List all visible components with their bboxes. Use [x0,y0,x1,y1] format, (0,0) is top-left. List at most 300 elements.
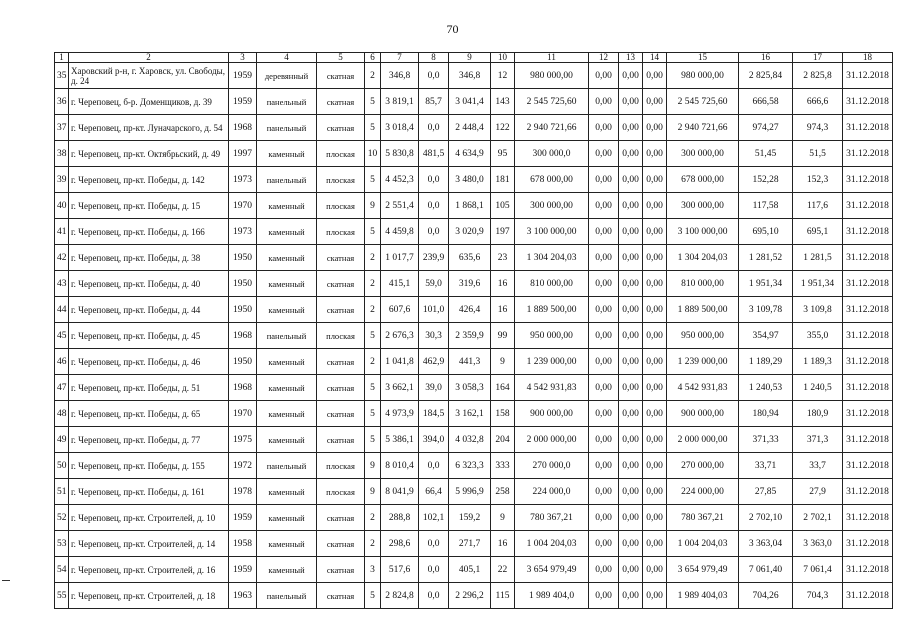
table-cell: 4 634,9 [449,141,491,167]
table-cell: 1 239 000,00 [667,349,739,375]
table-cell: г. Череповец, пр-кт. Победы, д. 166 [69,219,229,245]
table-cell: 0,00 [643,219,667,245]
table-cell: каменный [257,401,317,427]
table-cell: скатная [317,63,365,89]
table-cell: каменный [257,557,317,583]
table-cell: г. Череповец, пр-кт. Победы, д. 46 [69,349,229,375]
table-cell: 16 [491,297,515,323]
table-cell: 2 [365,531,381,557]
table-cell: 158 [491,401,515,427]
table-cell: 3 100 000,00 [515,219,589,245]
table-cell: каменный [257,245,317,271]
table-cell: плоская [317,219,365,245]
table-cell: 0,00 [643,427,667,453]
table-cell: 2 448,4 [449,115,491,141]
table-cell: 3 363,04 [739,531,793,557]
table-cell: 1 004 204,03 [667,531,739,557]
table-cell: 2 825,8 [793,63,843,89]
table-cell: 9 [365,479,381,505]
table-cell: каменный [257,271,317,297]
table-cell: 51 [55,479,69,505]
table-cell: 355,0 [793,323,843,349]
table-cell: 117,6 [793,193,843,219]
column-header: 17 [793,53,843,63]
table-cell: 2 [365,505,381,531]
table-cell: 2 [365,271,381,297]
table-cell: 635,6 [449,245,491,271]
table-cell: 1 041,8 [381,349,419,375]
column-header: 16 [739,53,793,63]
table-cell: 0,00 [589,453,619,479]
table-cell: 5 [365,401,381,427]
table-cell: 3 018,4 [381,115,419,141]
table-cell: скатная [317,583,365,609]
table-cell: 371,3 [793,427,843,453]
table-cell: 0,00 [643,271,667,297]
table-cell: 0,00 [589,271,619,297]
table-cell: 4 542 931,83 [515,375,589,401]
table-cell: 0,00 [589,531,619,557]
table-cell: каменный [257,141,317,167]
table-row [55,141,893,167]
table-cell: 1 017,7 [381,245,419,271]
table-cell: г. Череповец, пр-кт. Победы, д. 142 [69,167,229,193]
table-cell: 0,00 [589,479,619,505]
table-row [55,401,893,427]
table-cell: 2 [365,245,381,271]
table-cell: 33,71 [739,453,793,479]
column-header: 2 [69,53,229,63]
table-cell: 35 [55,63,69,89]
table-cell: 0,00 [589,219,619,245]
table-cell: 1968 [229,323,257,349]
table-cell: 95 [491,141,515,167]
table-cell: 1975 [229,427,257,453]
table-cell: 31.12.2018 [843,245,893,271]
table-cell: 16 [491,531,515,557]
table-cell: 2 702,1 [793,505,843,531]
table-cell: 31.12.2018 [843,115,893,141]
table-row [55,323,893,349]
table-cell: 2 [365,63,381,89]
table-cell: г. Череповец, пр-кт. Победы, д. 15 [69,193,229,219]
table-cell: 0,0 [419,115,449,141]
table-cell: панельный [257,89,317,115]
table-cell: скатная [317,89,365,115]
table-cell: 1 240,5 [793,375,843,401]
table-cell: 2 000 000,00 [515,427,589,453]
table-cell: 0,0 [419,193,449,219]
table-cell: 394,0 [419,427,449,453]
table-cell: панельный [257,115,317,141]
table-cell: 346,8 [381,63,419,89]
table-cell: 3 041,4 [449,89,491,115]
table-cell: панельный [257,323,317,349]
table-cell: 0,00 [643,115,667,141]
table-cell: 31.12.2018 [843,193,893,219]
table-cell: 53 [55,531,69,557]
table-cell: 0,0 [419,453,449,479]
table-cell: 3 020,9 [449,219,491,245]
table-cell: 204 [491,427,515,453]
table-cell: 5 [365,375,381,401]
table-cell: панельный [257,453,317,479]
table-cell: 1978 [229,479,257,505]
table-cell: 99 [491,323,515,349]
table-cell: 0,00 [643,245,667,271]
table-cell: 5 [365,167,381,193]
column-header: 14 [643,53,667,63]
table-cell: 1 281,52 [739,245,793,271]
table-cell: плоская [317,323,365,349]
table-cell: 0,00 [643,531,667,557]
table-cell: 31.12.2018 [843,557,893,583]
table-cell: 462,9 [419,349,449,375]
table-cell: 1 004 204,03 [515,531,589,557]
table-cell: скатная [317,557,365,583]
table-cell: 0,00 [619,583,643,609]
column-header: 1 [55,53,69,63]
table-cell: 3 [365,557,381,583]
table-cell: 666,58 [739,89,793,115]
table-cell: каменный [257,297,317,323]
table-cell: 22 [491,557,515,583]
table-cell: 354,97 [739,323,793,349]
table-cell: 159,2 [449,505,491,531]
table-cell: 59,0 [419,271,449,297]
table-cell: 2 940 721,66 [515,115,589,141]
table-cell: 415,1 [381,271,419,297]
table-cell: 0,00 [643,167,667,193]
table-cell: 0,00 [643,141,667,167]
table-cell: 780 367,21 [667,505,739,531]
table-cell: 31.12.2018 [843,427,893,453]
table-cell: 2 296,2 [449,583,491,609]
table-cell: 115 [491,583,515,609]
table-cell: 405,1 [449,557,491,583]
table-cell: скатная [317,349,365,375]
table-cell: 0,00 [643,401,667,427]
table-cell: 44 [55,297,69,323]
table-cell: 66,4 [419,479,449,505]
table-cell: 5 [365,323,381,349]
table-cell: 0,00 [619,557,643,583]
table-cell: 1959 [229,505,257,531]
column-header: 10 [491,53,515,63]
table-cell: 31.12.2018 [843,375,893,401]
table-cell: 950 000,00 [515,323,589,349]
table-cell: 0,00 [589,375,619,401]
table-cell: 2 824,8 [381,583,419,609]
table-cell: плоская [317,479,365,505]
table-cell: 298,6 [381,531,419,557]
table-cell: 810 000,00 [515,271,589,297]
table-cell: 31.12.2018 [843,583,893,609]
table-cell: г. Череповец, пр-кт. Победы, д. 38 [69,245,229,271]
table-cell: 31.12.2018 [843,453,893,479]
table-row [55,271,893,297]
table-cell: 704,26 [739,583,793,609]
table-cell: 271,7 [449,531,491,557]
table-cell: 7 061,4 [793,557,843,583]
table-cell: 0,00 [589,323,619,349]
table-row [55,505,893,531]
table-cell: 1 189,29 [739,349,793,375]
table-cell: каменный [257,479,317,505]
table-cell: 1970 [229,193,257,219]
table-cell: г. Череповец, пр-кт. Победы, д. 77 [69,427,229,453]
table-cell: 270 000,0 [515,453,589,479]
column-header: 8 [419,53,449,63]
table-cell: 333 [491,453,515,479]
table-cell: 0,00 [619,193,643,219]
table-cell: 31.12.2018 [843,531,893,557]
table-cell: 51,45 [739,141,793,167]
table-cell: 1973 [229,167,257,193]
table-cell: 0,00 [643,323,667,349]
table-cell: 31.12.2018 [843,349,893,375]
table-cell: 54 [55,557,69,583]
table-cell: 481,5 [419,141,449,167]
table-cell: 0,00 [589,583,619,609]
table-cell: 3 654 979,49 [667,557,739,583]
table-row [55,479,893,505]
table-row [55,63,893,89]
table-cell: 9 [491,505,515,531]
table-cell: 441,3 [449,349,491,375]
table-cell: 4 452,3 [381,167,419,193]
table-cell: 1 240,53 [739,375,793,401]
table-cell: 38 [55,141,69,167]
table-cell: 0,00 [619,375,643,401]
table-cell: 0,00 [619,349,643,375]
table-row [55,427,893,453]
table-cell: 1950 [229,271,257,297]
table-cell: 0,00 [589,245,619,271]
table-cell: 1 951,34 [793,271,843,297]
table-cell: 31.12.2018 [843,141,893,167]
table-cell: 9 [365,193,381,219]
table-cell: 31.12.2018 [843,505,893,531]
table-cell: 1973 [229,219,257,245]
table-cell: 3 109,78 [739,297,793,323]
table-cell: 49 [55,427,69,453]
table-cell: 974,3 [793,115,843,141]
table-cell: 780 367,21 [515,505,589,531]
table-cell: 5 [365,89,381,115]
table-cell: 1 989 404,0 [515,583,589,609]
table-cell: 0,00 [643,479,667,505]
table-cell: 31.12.2018 [843,63,893,89]
table-cell: 2 545 725,60 [515,89,589,115]
table-cell: 0,00 [619,479,643,505]
table-cell: 678 000,00 [515,167,589,193]
table-cell: плоская [317,453,365,479]
table-cell: 85,7 [419,89,449,115]
table-cell: 1 281,5 [793,245,843,271]
table-cell: 6 323,3 [449,453,491,479]
table-cell: 180,94 [739,401,793,427]
table-cell: 0,00 [643,375,667,401]
table-cell: 2 [365,297,381,323]
table-cell: 0,0 [419,531,449,557]
table-cell: 48 [55,401,69,427]
table-cell: 0,00 [619,453,643,479]
table-row [55,531,893,557]
table-cell: 0,00 [589,401,619,427]
table-cell: 36 [55,89,69,115]
margin-mark [2,580,10,581]
table-cell: 5 386,1 [381,427,419,453]
table-cell: 0,00 [619,63,643,89]
table-cell: 5 [365,427,381,453]
table-cell: 23 [491,245,515,271]
table-cell: 0,00 [589,141,619,167]
table-cell: 0,00 [589,115,619,141]
table-cell: 0,00 [643,583,667,609]
table-cell: 0,00 [619,167,643,193]
table-cell: 31.12.2018 [843,219,893,245]
table-cell: 31.12.2018 [843,297,893,323]
table-cell: г. Череповец, б-р. Доменщиков, д. 39 [69,89,229,115]
table-cell: каменный [257,427,317,453]
table-cell: г. Череповец, пр-кт. Строителей, д. 16 [69,557,229,583]
table-cell: 1958 [229,531,257,557]
table-cell: 0,00 [643,89,667,115]
table-cell: 0,00 [619,219,643,245]
table-cell: г. Череповец, пр-кт. Строителей, д. 10 [69,505,229,531]
table-cell: 607,6 [381,297,419,323]
table-cell: 0,00 [619,323,643,349]
table-cell: 3 109,8 [793,297,843,323]
table-cell: 55 [55,583,69,609]
table-cell: 300 000,0 [515,141,589,167]
table-cell: 1 189,3 [793,349,843,375]
table-cell: 8 010,4 [381,453,419,479]
table-cell: скатная [317,115,365,141]
column-header: 3 [229,53,257,63]
table-cell: 900 000,00 [667,401,739,427]
column-header: 18 [843,53,893,63]
table-cell: 1 239 000,00 [515,349,589,375]
table-cell: 4 973,9 [381,401,419,427]
table-cell: 5 996,9 [449,479,491,505]
table-row [55,297,893,323]
table-cell: 3 654 979,49 [515,557,589,583]
table-cell: панельный [257,583,317,609]
table-cell: 2 [365,349,381,375]
table-cell: 0,00 [589,505,619,531]
table-cell: 27,85 [739,479,793,505]
table-cell: каменный [257,219,317,245]
column-header: 15 [667,53,739,63]
table-cell: 1959 [229,557,257,583]
table-cell: 974,27 [739,115,793,141]
table-cell: 31.12.2018 [843,401,893,427]
table-cell: 5 830,8 [381,141,419,167]
table-row [55,193,893,219]
table-cell: 0,00 [643,349,667,375]
table-cell: 1970 [229,401,257,427]
table-cell: 695,1 [793,219,843,245]
table-cell: 0,00 [619,297,643,323]
table-cell: г. Череповец, пр-кт. Победы, д. 161 [69,479,229,505]
table-cell: 101,0 [419,297,449,323]
table-cell: 300 000,00 [667,141,739,167]
table-cell: 0,0 [419,167,449,193]
table-cell: г. Череповец, пр-кт. Луначарского, д. 54 [69,115,229,141]
table-cell: 1963 [229,583,257,609]
table-row [55,219,893,245]
table-cell: панельный [257,167,317,193]
table-cell: 47 [55,375,69,401]
table-cell: г. Череповец, пр-кт. Победы, д. 51 [69,375,229,401]
table-cell: 9 [491,349,515,375]
table-cell: 117,58 [739,193,793,219]
table-cell: 2 551,4 [381,193,419,219]
table-cell: скатная [317,297,365,323]
table-cell: 900 000,00 [515,401,589,427]
column-header: 5 [317,53,365,63]
table-cell: 0,00 [619,505,643,531]
table-cell: 1968 [229,375,257,401]
table-cell: 0,00 [619,141,643,167]
table-cell: 224 000,0 [515,479,589,505]
table-cell: 12 [491,63,515,89]
table-cell: 3 662,1 [381,375,419,401]
table-cell: 0,0 [419,583,449,609]
table-cell: 31.12.2018 [843,479,893,505]
table-cell: 2 000 000,00 [667,427,739,453]
table-cell: г. Череповец, пр-кт. Строителей, д. 18 [69,583,229,609]
table-cell: 1972 [229,453,257,479]
table-cell: 52 [55,505,69,531]
table-cell: плоская [317,141,365,167]
table-cell: 0,00 [619,271,643,297]
table-cell: 2 359,9 [449,323,491,349]
table-cell: 2 940 721,66 [667,115,739,141]
table-cell: 3 819,1 [381,89,419,115]
table-cell: 2 825,84 [739,63,793,89]
table-cell: 181 [491,167,515,193]
table-cell: 0,00 [643,297,667,323]
table-cell: 0,00 [589,427,619,453]
table-cell: 39 [55,167,69,193]
table-cell: 7 061,40 [739,557,793,583]
table-cell: 1 889 500,00 [667,297,739,323]
table-cell: 0,00 [619,531,643,557]
table-cell: 0,00 [619,89,643,115]
table-cell: 30,3 [419,323,449,349]
column-number-row [55,53,893,63]
table-cell: 300 000,00 [667,193,739,219]
table-cell: 0,00 [619,245,643,271]
table-cell: 678 000,00 [667,167,739,193]
table-cell: 270 000,00 [667,453,739,479]
table-cell: 184,5 [419,401,449,427]
column-header: 9 [449,53,491,63]
table-cell: 288,8 [381,505,419,531]
table-cell: 31.12.2018 [843,271,893,297]
table-cell: 10 [365,141,381,167]
table-cell: 31.12.2018 [843,89,893,115]
table-cell: 37 [55,115,69,141]
table-cell: 152,3 [793,167,843,193]
table-cell: 0,00 [643,63,667,89]
table-cell: 122 [491,115,515,141]
table-cell: 1950 [229,297,257,323]
table-cell: скатная [317,271,365,297]
